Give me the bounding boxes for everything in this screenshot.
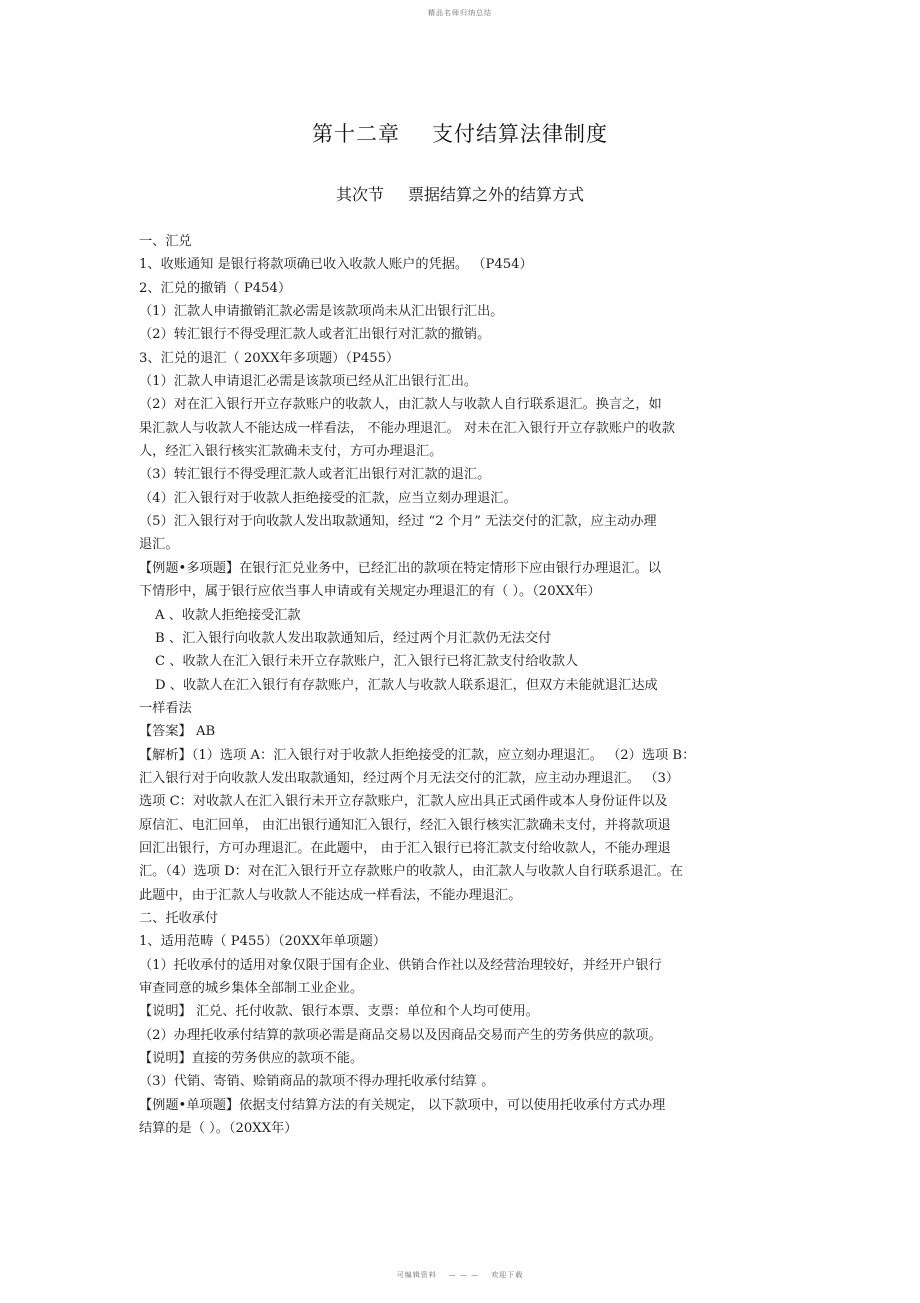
text-line: （2）办理托收承付结算的款项必需是商品交易以及因商品交易而产生的劳务供应的款项。 [139, 1027, 662, 1043]
option-a: A 、收款人拒绝接受汇款 [155, 607, 301, 623]
text-line: 果汇款人与收款人不能达成一样看法， 不能办理退汇。 对未在汇入银行开立存款账户的收款 [139, 420, 675, 436]
text-line: 【例题•多项题】在银行汇兑业务中，已经汇出的款项在特定情形下应由银行办理退汇。以 [139, 560, 662, 576]
document-body [139, 230, 789, 1140]
chapter-title [0, 118, 920, 148]
text-line: 汇入银行对于向收款人发出取款通知，经过两个月无法交付的汇款，应主动办理退汇。 （3） [139, 770, 680, 786]
text-line: 【解析】（1）选项 A：汇入银行对于收款人拒绝接受的汇款，应立刻办理退汇。 （2）选项 B： [139, 747, 696, 763]
text-line: 原信汇、电汇回单， 由汇出银行通知汇入银行，经汇入银行核实汇款确未支付，并将款项退 [139, 817, 671, 833]
text-line: 审查同意的城乡集体全部制工业企业。 [139, 981, 364, 996]
text-line: 1、收账通知 是银行将款项确已收入收款人账户的凭据。 （P454） [139, 257, 533, 273]
text-line: 【说明】直接的劳务供应的款项不能。 [139, 1051, 364, 1067]
text-line: 结算的是（ ）。（20XX年） [139, 1121, 298, 1137]
text-line: 【说明】 汇兑、托付收款、银行本票、支票：单位和个人均可使用。 [139, 1004, 539, 1020]
text-line: （4）汇入银行对于收款人拒绝接受的汇款，应当立刻办理退汇。 [139, 490, 517, 506]
text-line: 汇。（4）选项 D：对在汇入银行开立存款账户的收款人，由汇款人与收款人自行联系退汇。在 [139, 864, 684, 880]
footer-left: 可编辑资料 [396, 1271, 437, 1279]
option-d: D 、收款人在汇入银行有存款账户，汇款人与收款人联系退汇，但双方未能就退汇达成 [155, 677, 658, 693]
answer-line: 【答案】 AB [139, 724, 216, 740]
text-line: （5）汇入银行对于向收款人发出取款通知，经过 “2 个月” 无法交付的汇款，应主动办理 [139, 514, 657, 530]
text-line: 2、汇兑的撤销（ P454） [139, 280, 292, 296]
text-line: （2）对在汇入银行开立存款账户的收款人，由汇款人与收款人自行联系退汇。换言之，如 [139, 397, 662, 413]
text-line: 一、汇兑 [139, 234, 192, 249]
text-line: （3）代销、寄销、赊销商品的款项不得办理托收承付结算 。 [139, 1074, 495, 1090]
section-title [0, 182, 920, 205]
chapter-name: 支付结算法律制度 [432, 122, 608, 146]
text-line: （2）转汇银行不得受理汇款人或者汇出银行对汇款的撤销。 [139, 327, 491, 343]
page-footer [0, 1270, 920, 1280]
text-line: 选项 C：对收款人在汇入银行未开立存款账户，汇款人应出具正式函件或本人身份证件以及 [139, 794, 668, 810]
text-line: 3、汇兑的退汇（ 20XX年多项题）（P455） [139, 350, 400, 366]
text-line: 1、适用范畴（ P455）（20XX年单项题） [139, 934, 387, 950]
text-line: 人，经汇入银行核实汇款确未支付，方可办理退汇。 [139, 444, 443, 460]
page-header: 精品名师归纳总结 [428, 9, 492, 17]
text-line: 退汇。 [139, 537, 179, 553]
section-number: 其次节 [335, 185, 384, 204]
option-b: B 、汇入银行向收款人发出取款通知后，经过两个月汇款仍无法交付 [155, 630, 552, 646]
text-line: 下情形中，属于银行应依当事人申请或有关规定办理退汇的有（ ）。（20XX年） [139, 584, 601, 600]
text-line: 回汇出银行，方可办理退汇。在此题中， 由于汇入银行已将汇款支付给收款人，不能办理退 [139, 840, 671, 856]
text-line: （3）转汇银行不得受理汇款人或者汇出银行对汇款的退汇。 [139, 467, 491, 483]
section-name: 票据结算之外的结算方式 [408, 185, 585, 204]
footer-right: 欢迎下载 [491, 1271, 524, 1279]
text-line: 一样看法 [139, 700, 192, 716]
text-line: （1）汇款人申请撤销汇款必需是该款项尚未从汇出银行汇出。 [139, 304, 504, 320]
text-line: （1）汇款人申请退汇必需是该款项已经从汇出银行汇出。 [139, 374, 478, 390]
text-line: 二、托收承付 [139, 910, 219, 926]
text-line: （1）托收承付的适用对象仅限于国有企业、供销合作社以及经营治理较好，并经开户银行 [139, 957, 662, 973]
text-line: 此题中，由于汇款人与收款人不能达成一样看法，不能办理退汇。 [139, 887, 522, 903]
option-c: C 、收款人在汇入银行未开立存款账户，汇入银行已将汇款支付给收款人 [155, 654, 579, 670]
chapter-number: 第十二章 [312, 122, 400, 146]
text-line: 【例题•单项题】依据支付结算方法的有关规定， 以下款项中，可以使用托收承付方式办理 [139, 1097, 666, 1113]
footer-dashes: — — — [448, 1271, 480, 1279]
